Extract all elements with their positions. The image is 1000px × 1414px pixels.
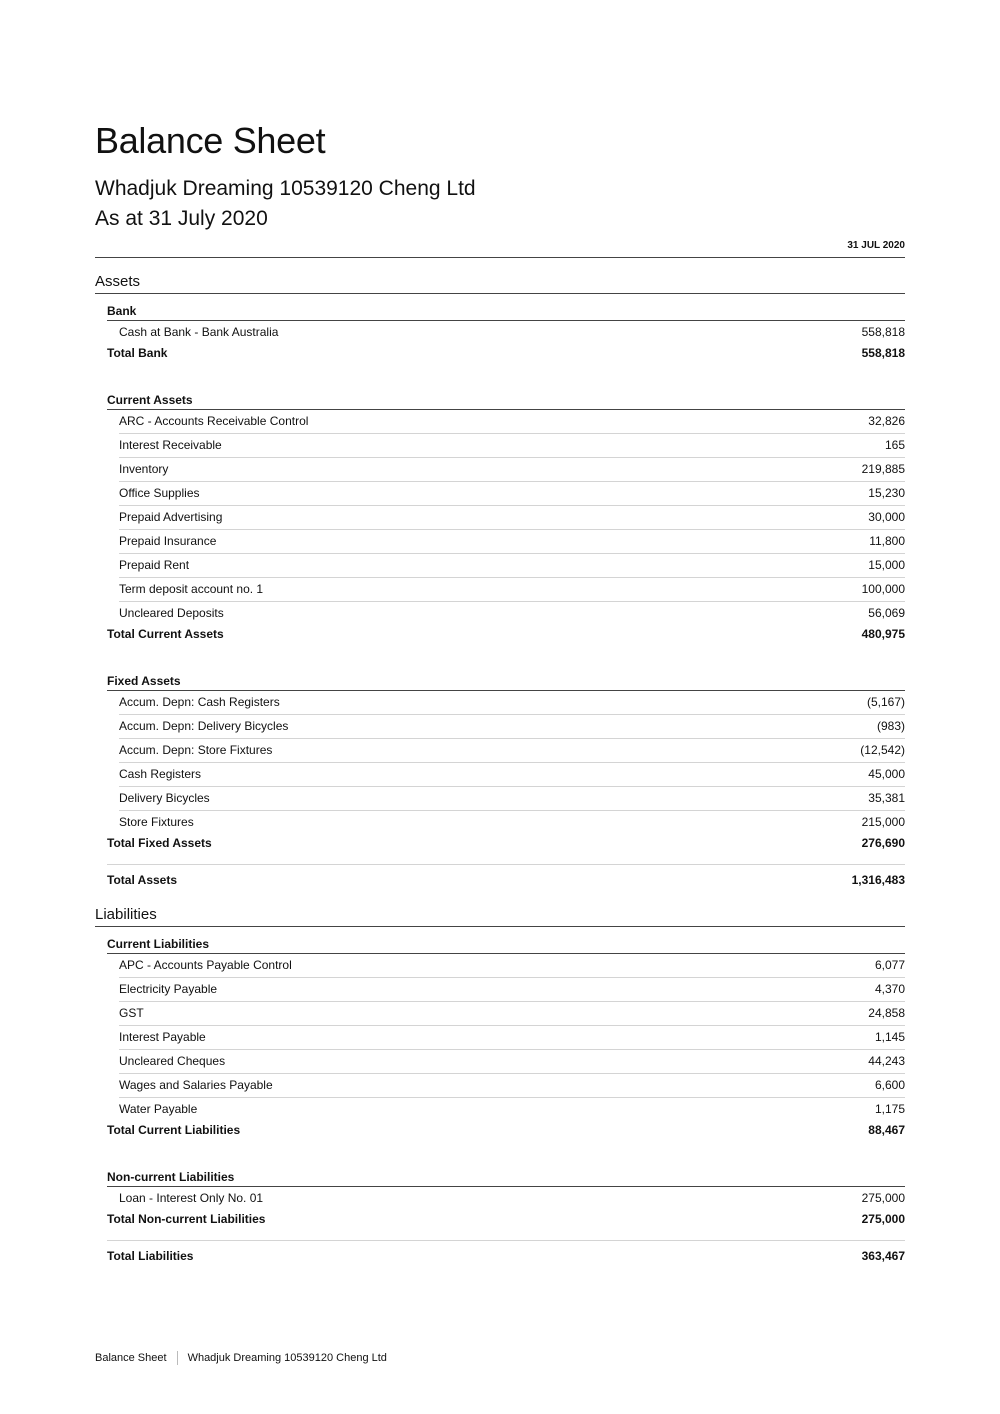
table-row	[119, 554, 905, 578]
company-name: Whadjuk Dreaming 10539120 Cheng Ltd	[95, 177, 476, 200]
rows-current-liabilities	[107, 954, 905, 1121]
account-value: 6,600	[874, 1078, 905, 1092]
account-label: Water Payable	[119, 1102, 198, 1116]
total-label: Total Current Assets	[107, 627, 224, 641]
account-value: 1,175	[874, 1102, 905, 1116]
account-value: 275,000	[861, 1191, 905, 1205]
account-value: 45,000	[868, 767, 905, 781]
account-value: 35,381	[868, 791, 905, 805]
account-value: 24,858	[868, 1006, 905, 1020]
account-value: (12,542)	[860, 743, 905, 757]
total-value: 480,975	[861, 627, 905, 641]
account-value: (983)	[876, 719, 905, 733]
account-label: Uncleared Deposits	[119, 606, 224, 620]
account-value: 32,826	[868, 414, 905, 428]
table-row	[119, 410, 905, 434]
account-label: Wages and Salaries Payable	[119, 1078, 273, 1092]
account-label: Cash at Bank - Bank Australia	[119, 325, 279, 339]
table-row	[119, 739, 905, 763]
account-label: Interest Receivable	[119, 438, 222, 452]
section-assets-title: Assets	[95, 272, 905, 294]
total-row-bank	[107, 344, 905, 362]
footer-divider	[177, 1351, 178, 1365]
rows-bank	[107, 321, 905, 344]
total-label: Total Fixed Assets	[107, 836, 212, 850]
account-label: Accum. Depn: Delivery Bicycles	[119, 719, 289, 733]
table-row	[119, 482, 905, 506]
account-value: 215,000	[861, 815, 905, 829]
group-title-current-assets: Current Assets	[107, 392, 905, 410]
group-fixed-assets	[107, 673, 905, 834]
account-label: Inventory	[119, 462, 169, 476]
table-row	[119, 1187, 905, 1210]
table-row	[119, 691, 905, 715]
table-row	[119, 978, 905, 1002]
account-value: 558,818	[861, 325, 905, 339]
account-label: Electricity Payable	[119, 982, 218, 996]
group-title-current-liabilities: Current Liabilities	[107, 936, 905, 954]
table-row	[119, 578, 905, 602]
total-value: 276,690	[861, 836, 905, 850]
account-value: 56,069	[868, 606, 905, 620]
account-value: 6,077	[874, 958, 905, 972]
account-value: 44,243	[868, 1054, 905, 1068]
account-value: 4,370	[874, 982, 905, 996]
table-row	[119, 434, 905, 458]
account-label: Uncleared Cheques	[119, 1054, 226, 1068]
table-row	[119, 602, 905, 625]
total-liabilities-value: 363,467	[861, 1249, 905, 1263]
total-label: Total Bank	[107, 346, 168, 360]
account-label: APC - Accounts Payable Control	[119, 958, 292, 972]
rows-fixed-assets	[107, 691, 905, 834]
table-row	[119, 321, 905, 344]
total-label: Total Non-current Liabilities	[107, 1212, 266, 1226]
table-row	[119, 811, 905, 834]
group-noncurrent-liabilities	[107, 1169, 905, 1210]
account-label: Accum. Depn: Cash Registers	[119, 695, 280, 709]
account-label: Prepaid Rent	[119, 558, 190, 572]
total-row-current-assets	[107, 625, 905, 643]
total-liabilities-row	[107, 1240, 905, 1265]
account-label: Cash Registers	[119, 767, 202, 781]
footer-company: Whadjuk Dreaming 10539120 Cheng Ltd	[187, 1352, 387, 1364]
account-value: 15,000	[868, 558, 905, 572]
account-value: (5,167)	[866, 695, 905, 709]
account-label: GST	[119, 1006, 144, 1020]
group-title-bank: Bank	[107, 303, 905, 321]
account-label: ARC - Accounts Receivable Control	[119, 414, 309, 428]
rows-noncurrent-liabilities	[107, 1187, 905, 1210]
group-current-liabilities	[107, 936, 905, 1121]
report-title: Balance Sheet	[95, 120, 326, 161]
table-row	[119, 458, 905, 482]
account-label: Delivery Bicycles	[119, 791, 210, 805]
table-row	[119, 1002, 905, 1026]
table-row	[119, 1026, 905, 1050]
total-liabilities-label: Total Liabilities	[107, 1249, 194, 1263]
total-row-noncurrent-liabilities	[107, 1210, 905, 1228]
total-label: Total Current Liabilities	[107, 1123, 241, 1137]
group-title-fixed-assets: Fixed Assets	[107, 673, 905, 691]
report-date: As at 31 July 2020	[95, 207, 268, 230]
account-value: 30,000	[868, 510, 905, 524]
total-value: 88,467	[868, 1123, 905, 1137]
table-row	[119, 1074, 905, 1098]
account-label: Interest Payable	[119, 1030, 206, 1044]
account-value: 100,000	[861, 582, 905, 596]
section-liabilities-title: Liabilities	[95, 905, 905, 927]
group-current-assets	[107, 392, 905, 625]
total-row-current-liabilities	[107, 1121, 905, 1139]
report-subtitle	[95, 174, 905, 234]
account-value: 11,800	[869, 534, 905, 548]
account-label: Office Supplies	[119, 486, 200, 500]
account-value: 165	[884, 438, 905, 452]
total-value: 275,000	[861, 1212, 905, 1226]
group-bank	[107, 303, 905, 344]
table-row	[119, 1050, 905, 1074]
table-row	[119, 506, 905, 530]
footer-report-name: Balance Sheet	[95, 1352, 167, 1364]
total-value: 558,818	[861, 346, 905, 360]
account-value: 219,885	[861, 462, 905, 476]
total-assets-value: 1,316,483	[851, 873, 905, 887]
page-footer	[95, 1351, 387, 1365]
account-label: Prepaid Advertising	[119, 510, 223, 524]
total-assets-label: Total Assets	[107, 873, 178, 887]
table-row	[119, 1098, 905, 1121]
table-row	[119, 530, 905, 554]
balance-sheet-page	[95, 118, 905, 1265]
account-label: Accum. Depn: Store Fixtures	[119, 743, 273, 757]
account-value: 1,145	[874, 1030, 905, 1044]
account-label: Prepaid Insurance	[119, 534, 217, 548]
total-assets-row	[107, 864, 905, 889]
table-row	[119, 787, 905, 811]
table-row	[119, 954, 905, 978]
table-row	[119, 763, 905, 787]
account-value: 15,230	[868, 486, 905, 500]
column-header-date: 31 JUL 2020	[95, 240, 905, 258]
rows-current-assets	[107, 410, 905, 625]
account-label: Loan - Interest Only No. 01	[119, 1191, 264, 1205]
total-row-fixed-assets	[107, 834, 905, 852]
account-label: Store Fixtures	[119, 815, 194, 829]
table-row	[119, 715, 905, 739]
account-label: Term deposit account no. 1	[119, 582, 264, 596]
group-title-noncurrent-liabilities: Non-current Liabilities	[107, 1169, 905, 1187]
